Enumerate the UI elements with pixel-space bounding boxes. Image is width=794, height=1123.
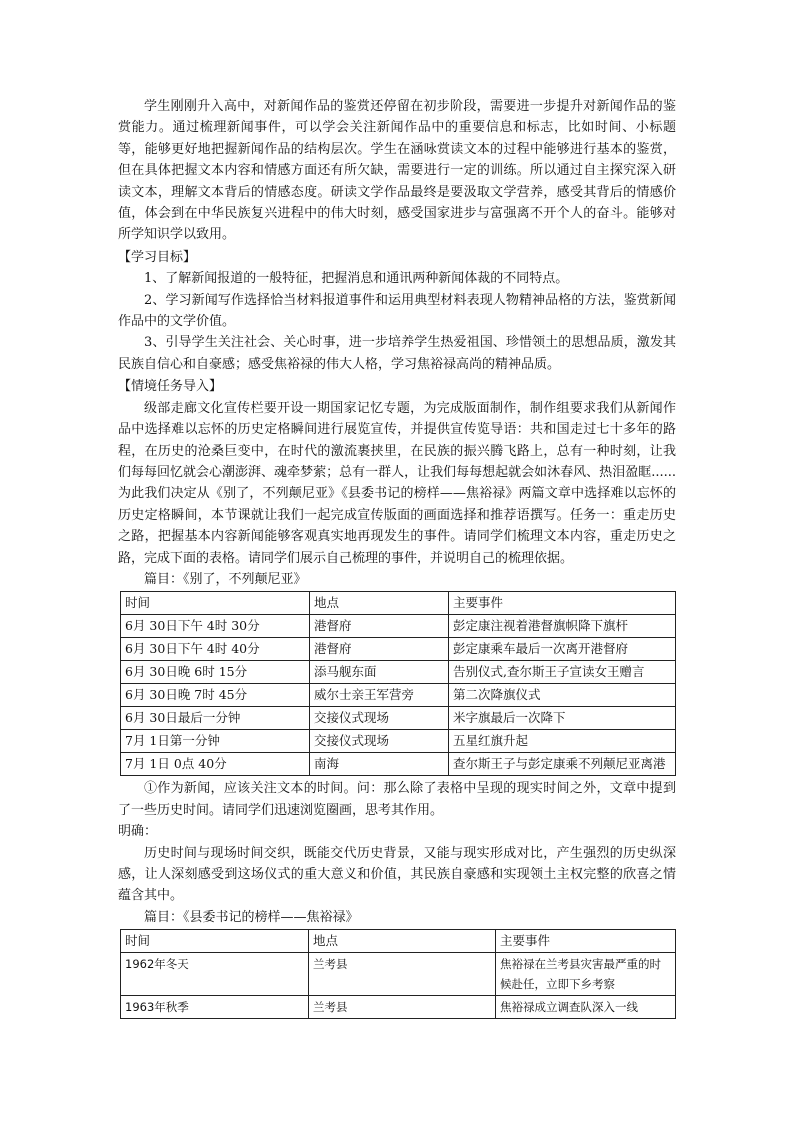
table-cell: 交接仪式现场	[310, 730, 449, 753]
table-row	[121, 730, 676, 753]
table-cell: 兰考县	[309, 996, 496, 1019]
table-header: 地点	[309, 930, 496, 953]
table-header: 主要事件	[449, 592, 676, 615]
table-cell: 南海	[310, 753, 449, 776]
table-cell: 港督府	[310, 615, 449, 638]
table-cell: 五星红旗升起	[449, 730, 676, 753]
table-cell: 6月 30日下午 4时 30分	[121, 615, 310, 638]
answer-paragraph: 历史时间与现场时间交织，既能交代历史背景，又能与现实形成对比，产生强烈的历史纵深感，让人深刻感受到这场仪式的重大意义和价值，其民族自豪感和实现领土主权完整的欣喜之情蕴含其中。	[118, 845, 676, 904]
question-paragraph: ①作为新闻，应该关注文本的时间。问：那么除了表格中呈现的现实时间之外，文章中提到了一些历史时间。请同学们迅速浏览圈画，思考其作用。	[118, 781, 676, 818]
table-header: 主要事件	[496, 930, 676, 953]
table-cell: 查尔斯王子与彭定康乘不列颠尼亚离港	[449, 753, 676, 776]
table-cell: 告别仪式,查尔斯王子宣读女王赠言	[449, 661, 676, 684]
goal-item: 2、学习新闻写作选择恰当材料报道事件和运用典型材料表现人物精神品格的方法，鉴赏新闻作品中的文学价值。	[118, 292, 676, 330]
table-header: 时间	[121, 930, 309, 953]
table-cell: 6月 30日下午 4时 40分	[121, 638, 310, 661]
intro-paragraph: 学生刚刚升入高中，对新闻作品的鉴赏还停留在初步阶段，需要进一步提升对新闻作品的鉴赏能力。通过梳理新闻事件，可以学会关注新闻作品中的重要信息和标志，比如时间、小标题等，能够更好地把握新闻作品的结构层次。学生在涵咏赏读文本的过程中能够进行基本的鉴赏，但在具体把握文本内容和情感方面还有所欠缺，需要进行一定的训练。所以通过自主探究深入研读文本，理解文本背后的情感态度。研读文学作品最终是要汲取文学营养，感受其背后的情感价值，体会到在中华民族复兴进程中的伟大时刻，感受国家进步与富强离不开个人的奋斗。能够对所学知识学以致用。	[118, 99, 676, 243]
table-header: 地点	[310, 592, 449, 615]
events-table-britannia	[120, 591, 676, 776]
task-heading: 【情境任务导入】	[118, 379, 223, 395]
table-cell: 1963年秋季	[121, 996, 309, 1019]
table-cell: 6月 30日最后一分钟	[121, 707, 310, 730]
document-page	[118, 96, 676, 1021]
table-row	[121, 615, 676, 638]
table-cell: 交接仪式现场	[310, 707, 449, 730]
table-row	[121, 996, 676, 1019]
table2-caption: 篇目：《县委书记的榜样——焦裕禄》	[144, 909, 359, 925]
table-cell: 威尔士亲王军营旁	[310, 684, 449, 707]
table-cell: 6月 30日晚 7时 45分	[121, 684, 310, 707]
table-cell: 米字旗最后一次降下	[449, 707, 676, 730]
table-cell: 添马舰东面	[310, 661, 449, 684]
table-cell: 兰考县	[309, 953, 496, 996]
goals-heading: 【学习目标】	[118, 249, 197, 265]
table-cell: 7月 1日 0点 40分	[121, 753, 310, 776]
table-header-row	[121, 930, 676, 953]
table-cell: 1962年冬天	[121, 953, 309, 996]
table1-caption: 篇目：《别了，不列颠尼亚》	[144, 571, 307, 587]
table-cell: 焦裕禄成立调查队深入一线	[496, 996, 676, 1019]
table-cell: 6月 30日晚 6时 15分	[121, 661, 310, 684]
goal-item: 1、了解新闻报道的一般特征，把握消息和通讯两种新闻体裁的不同特点。	[144, 271, 569, 287]
events-table-jiaoyulu	[120, 929, 676, 1019]
table-cell: 第二次降旗仪式	[449, 684, 676, 707]
table-row	[121, 684, 676, 707]
table-cell: 彭定康乘车最后一次离开港督府	[449, 638, 676, 661]
table-row	[121, 661, 676, 684]
table-row	[121, 707, 676, 730]
table-cell: 7月 1日第一分钟	[121, 730, 310, 753]
task-paragraph: 级部走廊文化宣传栏要开设一期国家记忆专题，为完成版面制作，制作组要求我们从新闻作品中选择难以忘怀的历史定格瞬间进行展览宣传，并提供宣传览导语：共和国走过七十多年的路程，在历史的沧桑巨变中，在时代的激流裹挟里，在民族的振兴腾飞路上，总有一种时刻，让我们每每回忆就会心潮澎湃、魂牵梦萦；总有一群人，让我们每每想起就会如沐春风、热泪盈眶......为此我们决定从《别了，不列颠尼亚》《县委书记的榜样——焦裕禄》两篇文章中选择难以忘怀的历史定格瞬间，本节课就让我们一起完成宣传版面的画面选择和推荐语撰写。任务一：重走历史之路，把握基本内容新闻能够客观真实地再现发生的事件。请同学们梳理文本内容，重走历史之路，完成下面的表格。请同学们展示自己梳理的事件，并说明自己的梳理依据。	[118, 400, 676, 566]
answer-label: 明确：	[118, 824, 158, 840]
table-cell: 港督府	[310, 638, 449, 661]
goal-item: 3、引导学生关注社会、关心时事，进一步培养学生热爱祖国、珍惜领土的思想品质，激发其民族自信心和自豪感；感受焦裕禄的伟大人格，学习焦裕禄高尚的精神品质。	[118, 335, 676, 372]
table-row	[121, 638, 676, 661]
table-cell: 彭定康注视着港督旗帜降下旗杆	[449, 615, 676, 638]
table-header-row	[121, 592, 676, 615]
table-cell: 焦裕禄在兰考县灾害最严重的时候赴任，立即下乡考察	[496, 953, 676, 996]
table-row	[121, 753, 676, 776]
table-row	[121, 953, 676, 996]
table-header: 时间	[121, 592, 310, 615]
